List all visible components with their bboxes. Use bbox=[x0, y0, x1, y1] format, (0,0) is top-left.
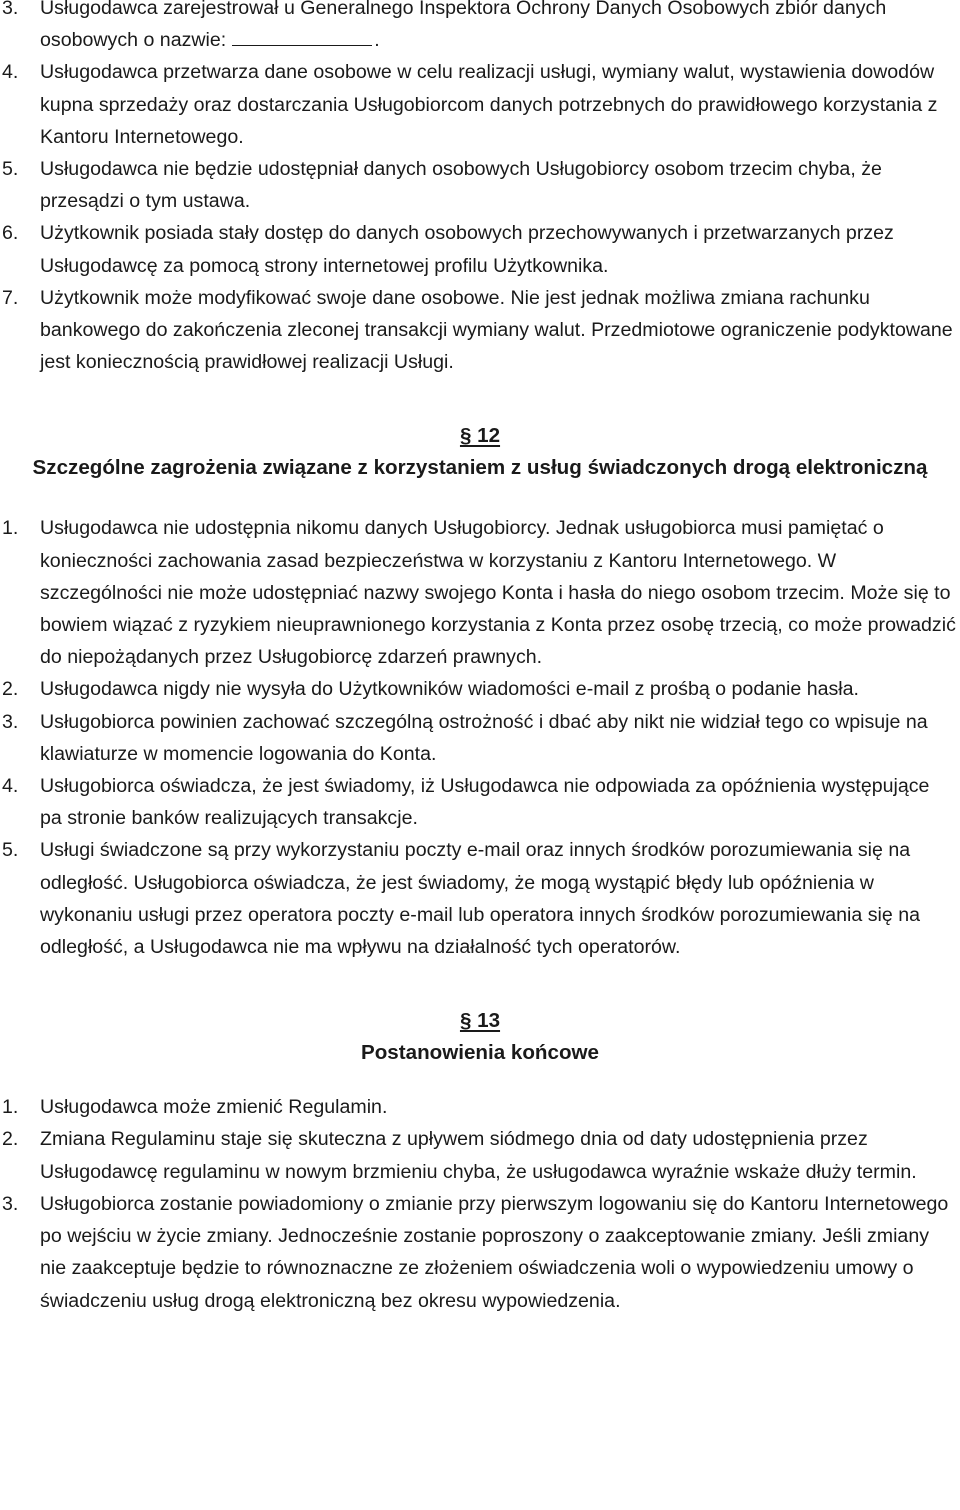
item-text-end: . bbox=[374, 29, 380, 52]
list-item bbox=[0, 1091, 960, 1123]
list-item bbox=[0, 0, 960, 56]
item-text: Usługi świadczone są przy wykorzystaniu poczty e-mail oraz innych środków porozumiewania się na odległość. Usługobiorca oświadcza, że jest świadomy, że mogą wystąpić błędy lub opóźnienia w wykonaniu usługi przez operatora poczty e-mail lub operatora innych środków porozumiewania się na odległość, a Usługodawca nie ma wpływu na działalność tych operatorów. bbox=[40, 839, 921, 959]
item-number: 2. bbox=[2, 1128, 19, 1151]
item-text: Użytkownik może modyfikować swoje dane osobowe. Nie jest jednak możliwa zmiana rachunku bankowego do zakończenia zleconej transakcji wymiany walut. Przedmiotowe ograniczenie podyktowane jest koniecznością prawidłowej realizacji Usługi. bbox=[40, 286, 953, 374]
item-number: 7. bbox=[2, 286, 19, 309]
blank-fill-line bbox=[232, 25, 372, 46]
section-12-heading bbox=[0, 420, 960, 484]
item-number: 1. bbox=[2, 1096, 19, 1119]
item-text: Usługobiorca zostanie powiadomiony o zmianie przy pierwszym logowaniu się do Kantoru Internetowego po wejściu w życie zmiany. Jednocześnie zostanie poproszony o zaakceptowanie zmiany. Jeśli zmiany nie zaakceptuje będzie to równoznaczne ze złożeniem oświadczenia woli o wypowiedzeniu umowy o świadczeniu usług drogą elektroniczną bez okresu wypowiedzenia. bbox=[40, 1192, 949, 1312]
item-text: Zmiana Regulaminu staje się skuteczna z upływem siódmego dnia od daty udostępnienia przez Usługodawcę regulaminu w nowym brzmieniu chyba, że usługodawca wyraźnie wskaże dłuży termin. bbox=[40, 1128, 917, 1183]
item-text: Usługodawca nigdy nie wysyła do Użytkowników wiadomości e-mail z prośbą o podanie hasła. bbox=[40, 678, 859, 701]
list-item bbox=[0, 282, 960, 379]
list-item bbox=[0, 1123, 960, 1187]
section-12-list bbox=[0, 512, 960, 963]
item-number: 3. bbox=[2, 0, 19, 19]
item-text: Usługodawca nie udostępnia nikomu danych Usługobiorcy. Jednak usługobiorca musi pamiętać o konieczności zachowania zasad bezpieczeństwa w korzystaniu z Kantoru Internetowego. W szczególności nie może udostępniać nazwy swojego Konta i hasła do niego osobom trzecim. Może się to bowiem wiązać z ryzykiem nieuprawnionego korzystania z Konta przez osobę trzecią, co może prowadzić do niepożądanych przez Usługobiorcę zdarzeń prawnych. bbox=[40, 517, 956, 669]
section-13-list bbox=[0, 1091, 960, 1316]
item-number: 3. bbox=[2, 1192, 19, 1215]
paragraph-number: § 12 bbox=[459, 424, 501, 448]
item-number: 3. bbox=[2, 710, 19, 733]
list-item bbox=[0, 1188, 960, 1317]
list-item bbox=[0, 217, 960, 281]
item-text: Usługodawca może zmienić Regulamin. bbox=[40, 1096, 388, 1119]
list-item bbox=[0, 56, 960, 153]
item-number: 1. bbox=[2, 517, 19, 540]
section-title: Szczególne zagrożenia związane z korzystaniem z usług świadczonych drogą elektroniczną bbox=[32, 456, 928, 480]
paragraph-number: § 13 bbox=[459, 1009, 501, 1033]
item-text: Usługodawca przetwarza dane osobowe w celu realizacji usługi, wymiany walut, wystawienia dowodów kupna sprzedaży oraz dostarczania Usługobiorcom danych potrzebnych do prawidłowego korzystania z Kantoru Internetowego. bbox=[40, 61, 938, 148]
item-number: 4. bbox=[2, 61, 19, 84]
item-text: Usługodawca nie będzie udostępniał danych osobowych Usługobiorcy osobom trzecim chyba, że przesądzi o tym ustawa. bbox=[40, 158, 882, 213]
section-13-heading bbox=[0, 1005, 960, 1069]
list-item bbox=[0, 770, 960, 834]
list-item bbox=[0, 153, 960, 217]
item-number: 6. bbox=[2, 222, 19, 245]
item-text: Usługobiorca powinien zachować szczególną ostrożność i dbać aby nikt nie widział tego co wpisuje na klawiaturze w momencie logowania do Konta. bbox=[40, 710, 928, 765]
list-item bbox=[0, 834, 960, 963]
list-item bbox=[0, 706, 960, 770]
section-title: Postanowienia końcowe bbox=[360, 1041, 600, 1065]
item-number: 5. bbox=[2, 158, 19, 181]
list-item bbox=[0, 512, 960, 673]
item-number: 5. bbox=[2, 839, 19, 862]
item-text: Użytkownik posiada stały dostęp do danych osobowych przechowywanych i przetwarzanych przez Usługodawcę za pomocą strony internetowej profilu Użytkownika. bbox=[40, 222, 894, 277]
list-item bbox=[0, 673, 960, 705]
item-text: Usługodawca zarejestrował u Generalnego Inspektora Ochrony Danych Osobowych zbiór danych osobowych o nazwie: bbox=[40, 0, 887, 52]
item-text: Usługobiorca oświadcza, że jest świadomy, iż Usługodawca nie odpowiada za opóźnienia występujące pa stronie banków realizujących transakcje. bbox=[40, 775, 930, 830]
item-number: 4. bbox=[2, 775, 19, 798]
section-prev-list bbox=[0, 0, 960, 378]
item-number: 2. bbox=[2, 678, 19, 701]
